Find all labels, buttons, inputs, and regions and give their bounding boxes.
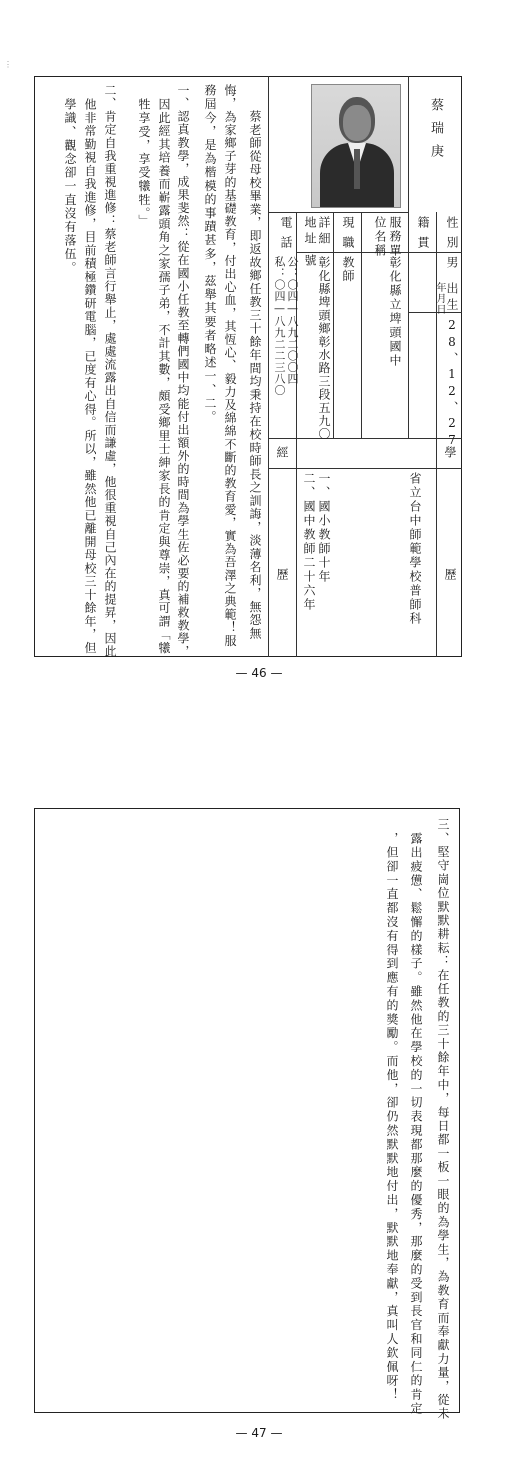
narrative-column: ，但卻一直都沒有得到應有的獎勵。而他，卻仍然默默地付出，默默地奉獻，真叫人欽佩呀！	[385, 832, 399, 1402]
education-label: 學歷	[443, 446, 457, 690]
narrative-column: 牲享受，享受犧牲。」	[137, 98, 151, 228]
narrative-column: 悔，為家鄉子芽的基礎教育，付出心血，其恆心、毅力及綿綿不斷的教育愛，實為吾澤之典範！服	[223, 84, 237, 648]
phone-label: 電話	[279, 216, 293, 256]
narrative-column: 務屆今，是為楷模的事蹟甚多，茲舉其要者略述一、二。	[203, 84, 217, 424]
narrative-column: 三、堅守崗位默默耕耘：在任教的三十餘年中，每日都一板一眼的為學生，為教育而奉獻力量，從未	[436, 818, 450, 1421]
birth-label-sub: 年月日	[434, 282, 445, 315]
address-label-b: 地址	[303, 216, 317, 248]
page-number: — 46 —	[235, 666, 283, 680]
sex-label: 性別	[445, 216, 459, 256]
experience-column-line	[296, 438, 297, 657]
teacher-name: 蔡瑞庚	[428, 98, 443, 167]
phone-home: 私：〇四—八九二二三八〇	[273, 256, 286, 396]
profile-info-column-line-2	[333, 212, 334, 438]
native-label: 籍貫	[416, 216, 430, 256]
birth-label: 出生	[445, 282, 459, 314]
profile-label-column-line	[408, 76, 409, 438]
address-value: 彰化縣埤頭鄉彰水路三段五九〇	[317, 256, 331, 441]
narrative-column: 學識、觀念卻一直沒有落伍。	[63, 98, 77, 275]
narrative-column: 他非常勤視自我進修，目前積極鑽研電腦，已度有心得。所以，雖然他已離開母校三十餘年，但	[83, 98, 97, 655]
profile-table-divider	[268, 76, 269, 657]
education-divider	[268, 468, 462, 469]
narrative-column: 露出疲憊、鬆懈的樣子。雖然他在學校的一切表現都那麼的優秀，那麼的受到長官和同仁的肯定	[409, 832, 423, 1416]
unit-label-b: 位名稱	[373, 216, 387, 258]
job-label: 現職	[341, 216, 355, 256]
profile-info-column-line	[361, 212, 362, 438]
profile-photo-bottom-line	[268, 212, 408, 213]
phone-office: 公：〇四—八九二〇〇四	[286, 256, 299, 385]
unit-label-a: 服務單	[388, 216, 402, 258]
scan-speckle: ⋮	[4, 60, 12, 69]
profile-label-column-line-2	[436, 212, 437, 438]
education-value: 省立台中師範學校普師科	[408, 472, 422, 626]
narrative-column: 因此經其培養而嶄露頭角之家孺子弟，不計其數，頗受鄉里士紳家長的肯定與尊崇，真可謂「犧	[157, 98, 171, 655]
experience-item: 二、國中教師二十六年	[302, 472, 316, 612]
sex-value: 男	[445, 256, 459, 270]
address-label-c: 號	[303, 254, 317, 268]
birth-value: 28、12、27	[445, 318, 459, 450]
education-column-line	[436, 438, 437, 657]
address-label-a: 詳細	[317, 216, 331, 248]
narrative-column: 一、認真教學，成果斐然：從在國小任教至轉們國中均能付出額外的時間為學生佐必要的補救教學，	[176, 84, 190, 659]
page-number: — 47 —	[235, 1426, 283, 1440]
narrative-column: 二、肯定自我重視進修：蔡老師言行舉止，處處流露出自信而謙虛，他很重視自己內在的提昇，因此	[103, 84, 117, 659]
profile-info-bottom-line	[268, 438, 462, 439]
job-value: 教師	[341, 256, 355, 284]
teacher-photo	[311, 84, 401, 208]
unit-value: 彰化縣立埤頭國中	[388, 256, 402, 368]
experience-item: 一、國小教師十年	[317, 472, 331, 584]
experience-label: 經歷	[275, 446, 289, 690]
narrative-column: 蔡老師從母校畢業，即返故鄉任教三十餘年間均秉持在校時師長之訓誨，淡薄名利，無怨無	[248, 110, 262, 640]
